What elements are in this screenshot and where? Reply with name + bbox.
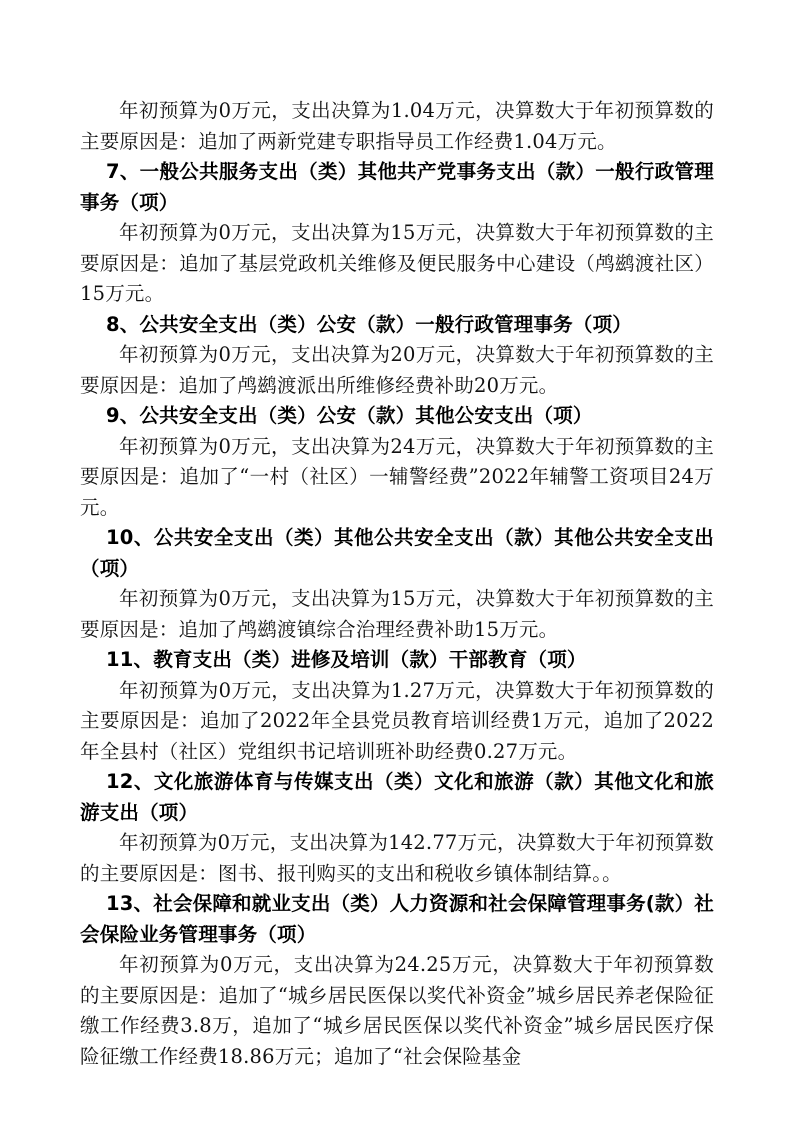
section-7-heading: 7、一般公共服务支出（类）其他共产党事务支出（款）一般行政管理事务（项） <box>80 160 714 214</box>
section-10-heading: 10、公共安全支出（类）其他公共安全支出（款）其他公共安全支出（项） <box>80 526 714 580</box>
document-body <box>80 96 714 1072</box>
section-9-heading: 9、公共安全支出（类）公安（款）其他公安支出（项） <box>106 404 593 427</box>
section-13-body: 年初预算为0万元，支出决算为24.25万元，决算数大于年初预算数的主要原因是：追加了“城乡居民医保以奖代补资金”城乡居民养老保险征缴工作经费3.8万，追加了“城乡居民医保以奖代补资金”城乡居民医疗保险征缴工作经费18.86万元；追加了“社会保险基金 <box>80 953 714 1068</box>
section-8-heading: 8、公共安全支出（类）公安（款）一般行政管理事务（项） <box>106 312 632 336</box>
section-12-body: 年初预算为0万元，支出决算为142.77万元，决算数大于年初预算数的主要原因是：图书、报刊购买的支出和税收乡镇体制结算。。 <box>80 831 714 885</box>
section-8-body: 年初预算为0万元，支出决算为20万元，决算数大于年初预算数的主要原因是：追加了鸬鹚渡派出所维修经费补助20万元。 <box>80 343 714 397</box>
section-10-body: 年初预算为0万元，支出决算为15万元，决算数大于年初预算数的主要原因是：追加了鸬鹚渡镇综合治理经费补助15万元。 <box>80 587 714 641</box>
section-7-body: 年初预算为0万元，支出决算为15万元，决算数大于年初预算数的主要原因是：追加了基层党政机关维修及便民服务中心建设（鸬鹚渡社区）15万元。 <box>80 221 714 305</box>
section-9-body: 年初预算为0万元，支出决算为24万元，决算数大于年初预算数的主要原因是：追加了“一村（社区）一辅警经费”2022年辅警工资项目24万元。 <box>80 434 714 519</box>
section-0-body: 年初预算为0万元，支出决算为1.04万元，决算数大于年初预算数的主要原因是：追加了两新党建专职指导员工作经费1.04万元。 <box>80 99 714 153</box>
section-11-body: 年初预算为0万元，支出决算为1.27万元，决算数大于年初预算数的主要原因是：追加了2022年全县党员教育培训经费1万元，追加了2022年全县村（社区）党组织书记培训班补助经费0.27万元。 <box>80 678 714 763</box>
section-13-heading: 13、社会保障和就业支出（类）人力资源和社会保障管理事务(款）社会保险业务管理事务（项） <box>80 892 714 946</box>
section-11-heading: 11、教育支出（类）进修及培训（款）干部教育（项） <box>106 648 587 671</box>
section-12-heading: 12、文化旅游体育与传媒支出（类）文化和旅游（款）其他文化和旅游支出（项） <box>80 770 714 824</box>
